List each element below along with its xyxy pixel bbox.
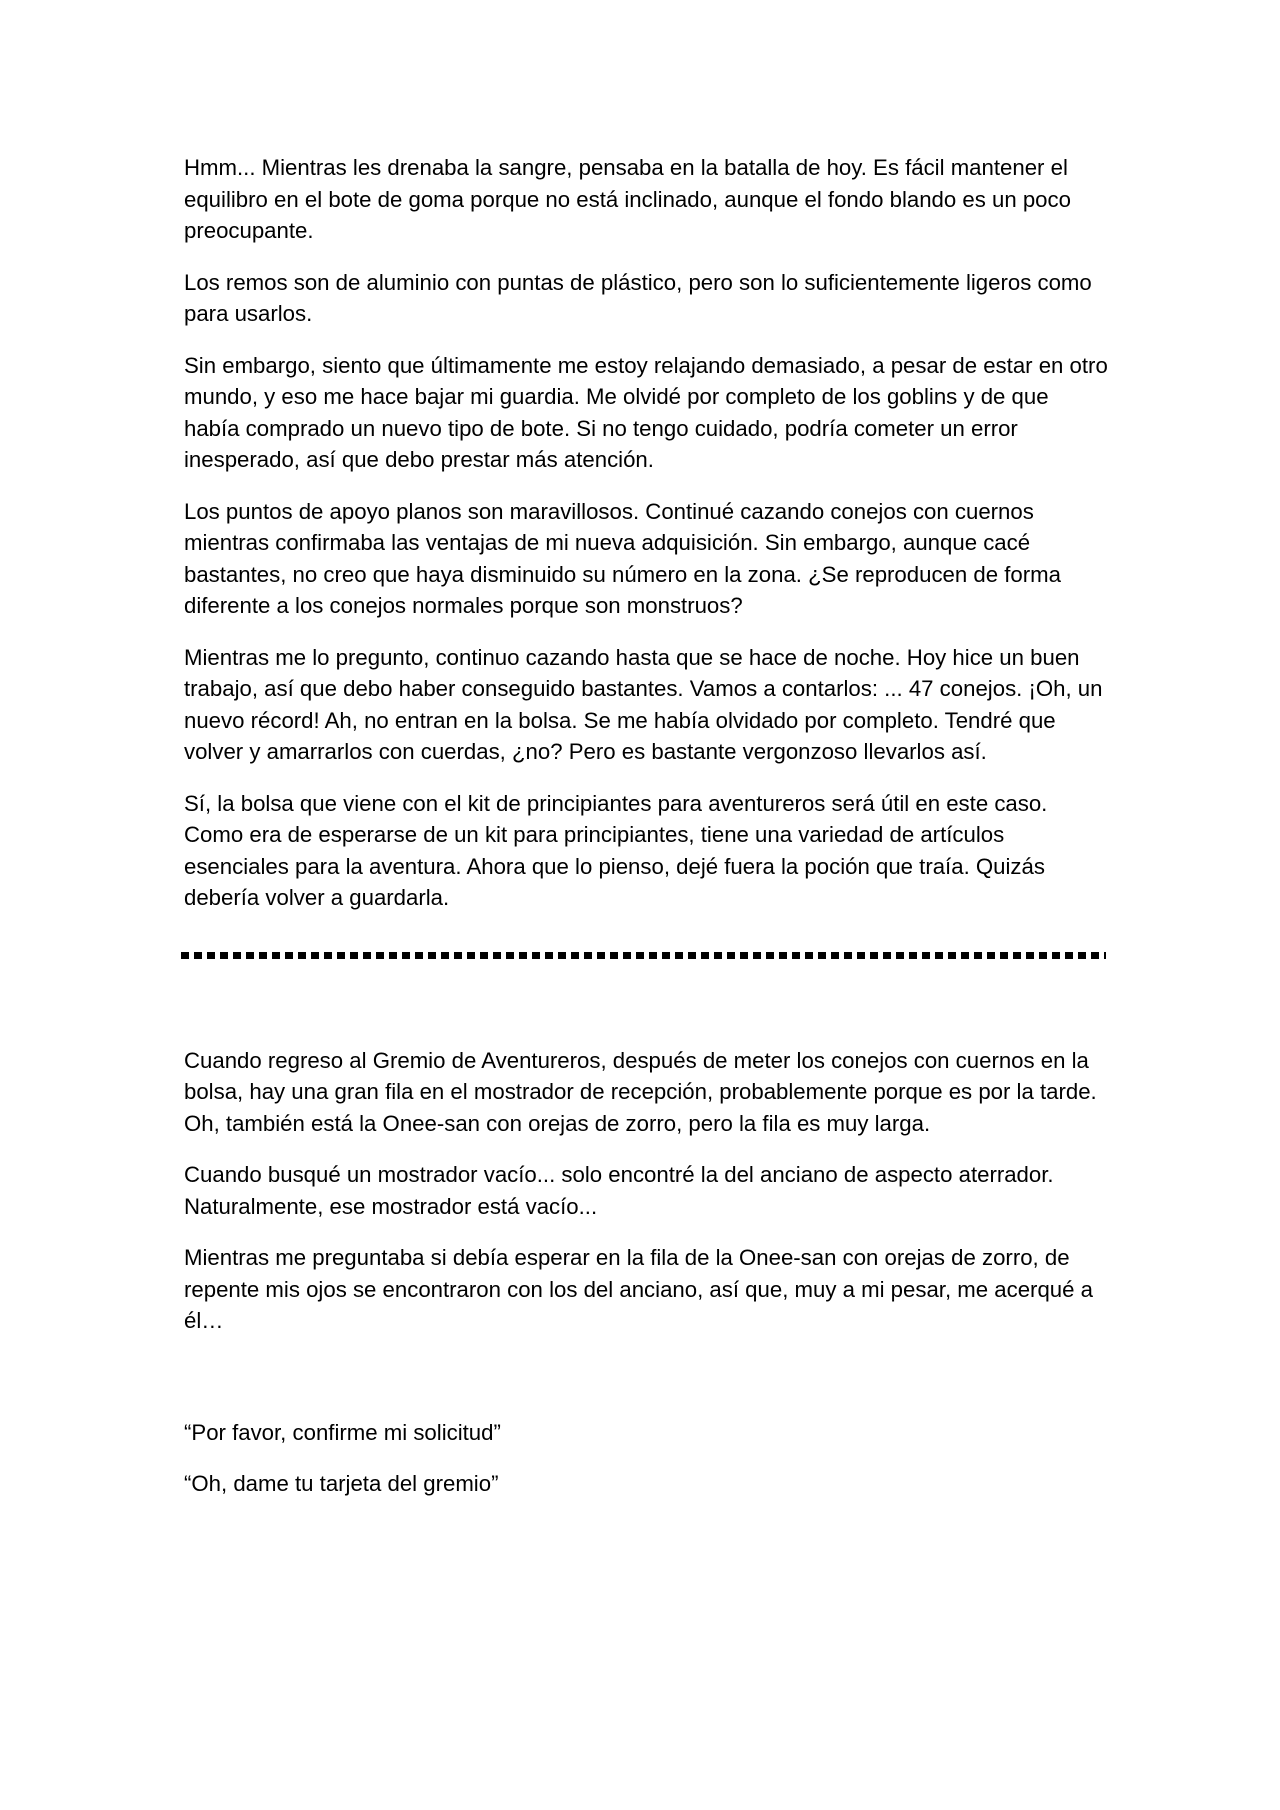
section-separator [181,952,1106,959]
dialogue-line: “Oh, dame tu tarjeta del gremio” [184,1471,499,1496]
paragraph: Hmm... Mientras les drenaba la sangre, pensaba en la batalla de hoy. Es fácil mantener el equilibro en el bote de goma porque no está inclinado, aunque el fondo blando es un poco preocupante. [184,155,1071,243]
document-page [184,152,1109,1520]
spacer [184,1357,1109,1417]
paragraph: Los puntos de apoyo planos son maravillosos. Continué cazando conejos con cuernos mientras confirmaba las ventajas de mi nueva adquisición. Sin embargo, aunque cacé bastantes, no creo que haya disminuido su número en la zona. ¿Se reproducen de forma diferente a los conejos normales porque son monstruos? [184,498,1061,618]
paragraph: Sí, la bolsa que viene con el kit de principiantes para aventureros será útil en este caso. Como era de esperarse de un kit para principiantes, tiene una variedad de artículos esenciales para la aventura. Ahora que lo pienso, dejé fuera la poción que traía. Quizás debería volver a guardarla. [184,790,1048,910]
paragraph: Mientras me lo pregunto, continuo cazando hasta que se hace de noche. Hoy hice un buen trabajo, así que debo haber conseguido bastantes. Vamos a contarlos: ... 47 conejos. ¡Oh, un nuevo récord! Ah, no entran en la bolsa. Se me había olvidado por completo. Tendré que volver y amarrarlos con cuerdas, ¿no? Pero es bastante vergonzoso llevarlos así. [184,644,1103,764]
paragraph: Mientras me preguntaba si debía esperar en la fila de la Onee-san con orejas de zorro, de repente mis ojos se encontraron con los del anciano, así que, muy a mi pesar, me acerqué a él… [184,1245,1093,1333]
paragraph: Cuando regreso al Gremio de Aventureros, después de meter los conejos con cuernos en la bolsa, hay una gran fila en el mostrador de recepción, probablemente porque es por la tarde. Oh, también está la Onee-san con orejas de zorro, pero la fila es muy larga. [184,1047,1097,1136]
paragraph: Los remos son de aluminio con puntas de plástico, pero son lo suficientemente ligeros como para usarlos. [184,269,1092,326]
dialogue-line: “Por favor, confirme mi solicitud” [184,1419,501,1445]
paragraph: Sin embargo, siento que últimamente me estoy relajando demasiado, a pesar de estar en otro mundo, y eso me hace bajar mi guardia. Me olvidé por completo de los goblins y de que había comprado un nuevo tipo de bote. Si no tengo cuidado, podría cometer un error inesperado, así que debo prestar más atención. [184,352,1108,472]
paragraph: Cuando busqué un mostrador vacío... solo encontré la del anciano de aspecto aterrador. Naturalmente, ese mostrador está vacío... [184,1162,1054,1219]
